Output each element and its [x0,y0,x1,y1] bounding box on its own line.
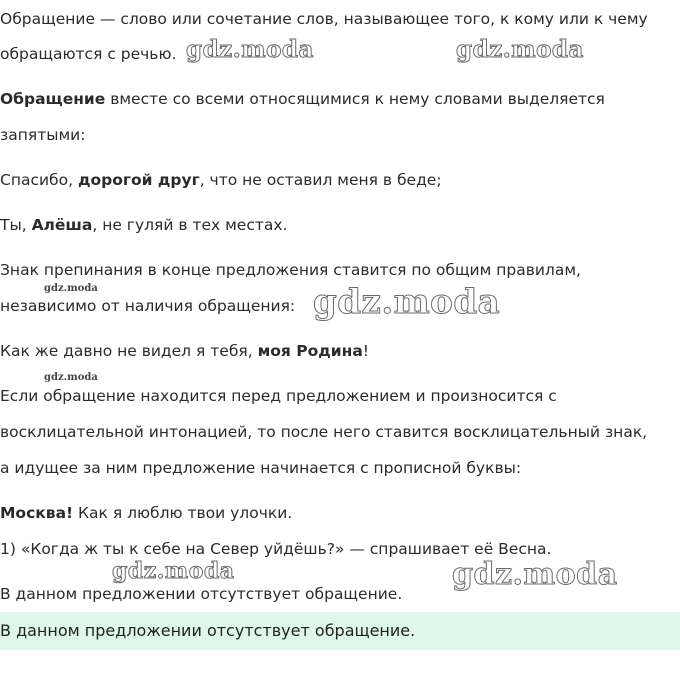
watermark: gdz.moda [44,283,98,294]
watermark: gdz.moda [44,372,98,383]
example-4-after: Как я люблю твои улочки. [73,504,293,522]
watermark: gdz.moda [313,282,501,322]
watermark: gdz.moda [452,557,618,592]
answer-text: В данном предложении отсутствует обращение. [0,621,416,640]
example-1 [0,170,442,190]
example-2 [0,215,287,235]
example-2-after: , не гуляй в тех местах. [92,216,288,234]
rule-3-line-3: а идущее за ним предложение начинается с прописной буквы: [0,459,522,477]
rule-1-line-2: запятыми: [0,126,86,144]
example-2-address: Алёша [31,216,93,234]
rule-1-rest: вместе со всеми относящимися к нему словами выделяется [105,90,605,108]
watermark: gdz.moda [456,36,584,63]
example-3-before: Как же давно не видел я тебя, [0,342,258,360]
rule-3-line-2: восклицательной интонацией, то после него ставится восклицательный знак, [0,423,648,441]
example-4-address: Москва! [0,504,74,522]
example-1-after: , что не оставил меня в беде; [199,171,442,189]
example-1-address: дорогой друг [77,171,200,189]
example-2-before: Ты, [0,216,32,234]
definition-line-2: обращаются с речью. [0,45,177,63]
example-3-after: ! [362,342,370,360]
definition-line-1: Обращение — слово или сочетание слов, называющее того, к кому или к чему [0,10,648,28]
example-4 [0,503,292,523]
rule-2-line-1: Знак препинания в конце предложения ставится по общим правилам, [0,261,581,279]
term-bold: Обращение [0,90,106,108]
example-1-before: Спасибо, [0,171,78,189]
task-sentence: 1) «Когда ж ты к себе на Север уйдёшь?» — спрашивает её Весна. [0,540,552,558]
rule-3-line-1: Если обращение находится перед предложением и произносится с [0,387,557,405]
watermark: gdz.moda [112,558,235,584]
answer-box [0,612,680,650]
example-3-address: моя Родина [257,342,363,360]
rule-2-line-2: независимо от наличия обращения: [0,297,296,315]
rule-1-line-1 [0,89,605,109]
result-sentence: В данном предложении отсутствует обращение. [0,585,403,603]
example-3 [0,341,369,361]
watermark: gdz.moda [186,36,314,63]
